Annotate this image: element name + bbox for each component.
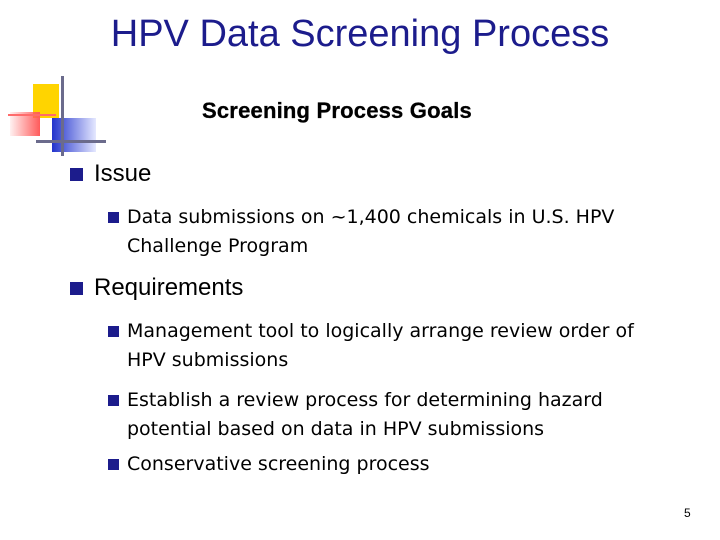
horizontal-line <box>36 140 106 143</box>
bullet-issue: Issue <box>94 160 152 187</box>
bullet-square-icon <box>108 326 119 337</box>
bullet-square-icon <box>70 282 83 295</box>
sub-bullet-review-process: Establish a review process for determining hazard potential based on data in HPV submissions <box>127 389 603 440</box>
vertical-line <box>61 76 64 156</box>
decorative-logo <box>0 76 110 156</box>
bullet-square-icon <box>108 459 119 470</box>
bullet-requirements: Requirements <box>94 274 244 301</box>
bullet-square-icon <box>108 212 119 223</box>
bullet-square-icon <box>108 395 119 406</box>
slide-title: HPV Data Screening Process <box>110 13 610 55</box>
sub-bullet-data-submissions: Data submissions on ~1,400 chemicals in U.S. HPV Challenge Program <box>127 206 615 257</box>
sub-bullet-management-tool: Management tool to logically arrange review order of HPV submissions <box>127 320 634 371</box>
blue-square <box>52 118 96 152</box>
page-number: 5 <box>684 506 691 520</box>
red-line <box>8 114 56 116</box>
bullet-square-icon <box>70 168 83 181</box>
slide-subtitle: Screening Process Goals <box>202 98 472 123</box>
sub-bullet-conservative-screening: Conservative screening process <box>127 453 430 475</box>
